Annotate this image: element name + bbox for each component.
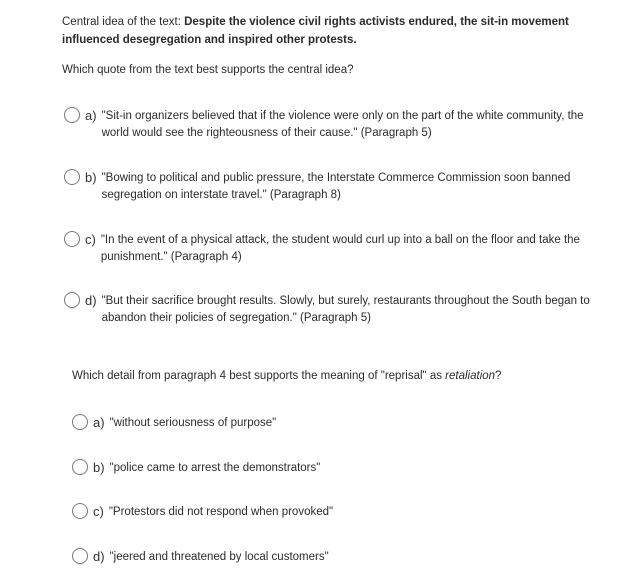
option-text: "police came to arrest the demonstrators" <box>109 462 321 474</box>
radio-button[interactable] <box>64 169 80 185</box>
option-letter: d) <box>93 549 105 564</box>
option-letter: d) <box>85 293 97 308</box>
option-letter: b) <box>85 170 97 185</box>
radio-button[interactable] <box>72 503 88 519</box>
central-idea-text: Despite the violence civil rights activists endured, the sit-in movement influenced desegregation and inspired other protests. <box>62 16 569 46</box>
option-letter: c) <box>93 504 104 519</box>
option-text: "But their sacrifice brought results. Slowly, but surely, restaurants throughout the South began to abandon their policies of segregation." (Paragraph 5) <box>101 295 590 324</box>
central-idea-label: Central idea of the text: <box>62 16 181 28</box>
question-2-prompt-text: Which detail from paragraph 4 best supports the meaning of "reprisal" as <box>72 370 446 382</box>
radio-button[interactable] <box>72 548 88 564</box>
question-2-prompt <box>72 370 501 382</box>
option-text: "Protestors did not respond when provoked" <box>108 506 334 518</box>
option-text: "jeered and threatened by local customers" <box>109 551 329 563</box>
option-letter: a) <box>85 108 97 123</box>
question-1-prompt: Which quote from the text best supports the central idea? <box>62 64 354 76</box>
option-letter: c) <box>85 232 96 247</box>
option-text: "Sit-in organizers believed that if the violence were only on the part of the white community, the world would see the righteousness of their cause." (Paragraph 5) <box>101 110 584 139</box>
q2-option-a[interactable] <box>72 414 276 432</box>
q1-option-c[interactable] <box>64 231 601 266</box>
radio-button[interactable] <box>72 459 88 475</box>
q2-option-c[interactable] <box>72 503 333 521</box>
radio-button[interactable] <box>72 414 88 430</box>
q1-option-a[interactable] <box>64 107 602 142</box>
option-text: "In the event of a physical attack, the student would curl up into a ball on the floor and take the punishment." (Paragraph 4) <box>100 234 580 263</box>
option-letter: b) <box>93 460 105 475</box>
option-letter: a) <box>93 415 105 430</box>
q2-option-d[interactable] <box>72 548 329 566</box>
q1-option-b[interactable] <box>64 169 602 204</box>
question-2-prompt-end: ? <box>495 370 502 382</box>
question-2-prompt-keyword: retaliation <box>445 370 496 382</box>
q2-option-b[interactable] <box>72 459 320 477</box>
option-text: "Bowing to political and public pressure, the Interstate Commerce Commission soon banned segregation on interstate travel." (Paragraph 8) <box>101 172 571 201</box>
radio-button[interactable] <box>64 292 80 308</box>
q1-option-d[interactable] <box>64 292 602 327</box>
radio-button[interactable] <box>64 231 80 247</box>
radio-button[interactable] <box>64 107 80 123</box>
central-idea-statement <box>62 14 602 49</box>
option-text: "without seriousness of purpose" <box>109 417 277 429</box>
